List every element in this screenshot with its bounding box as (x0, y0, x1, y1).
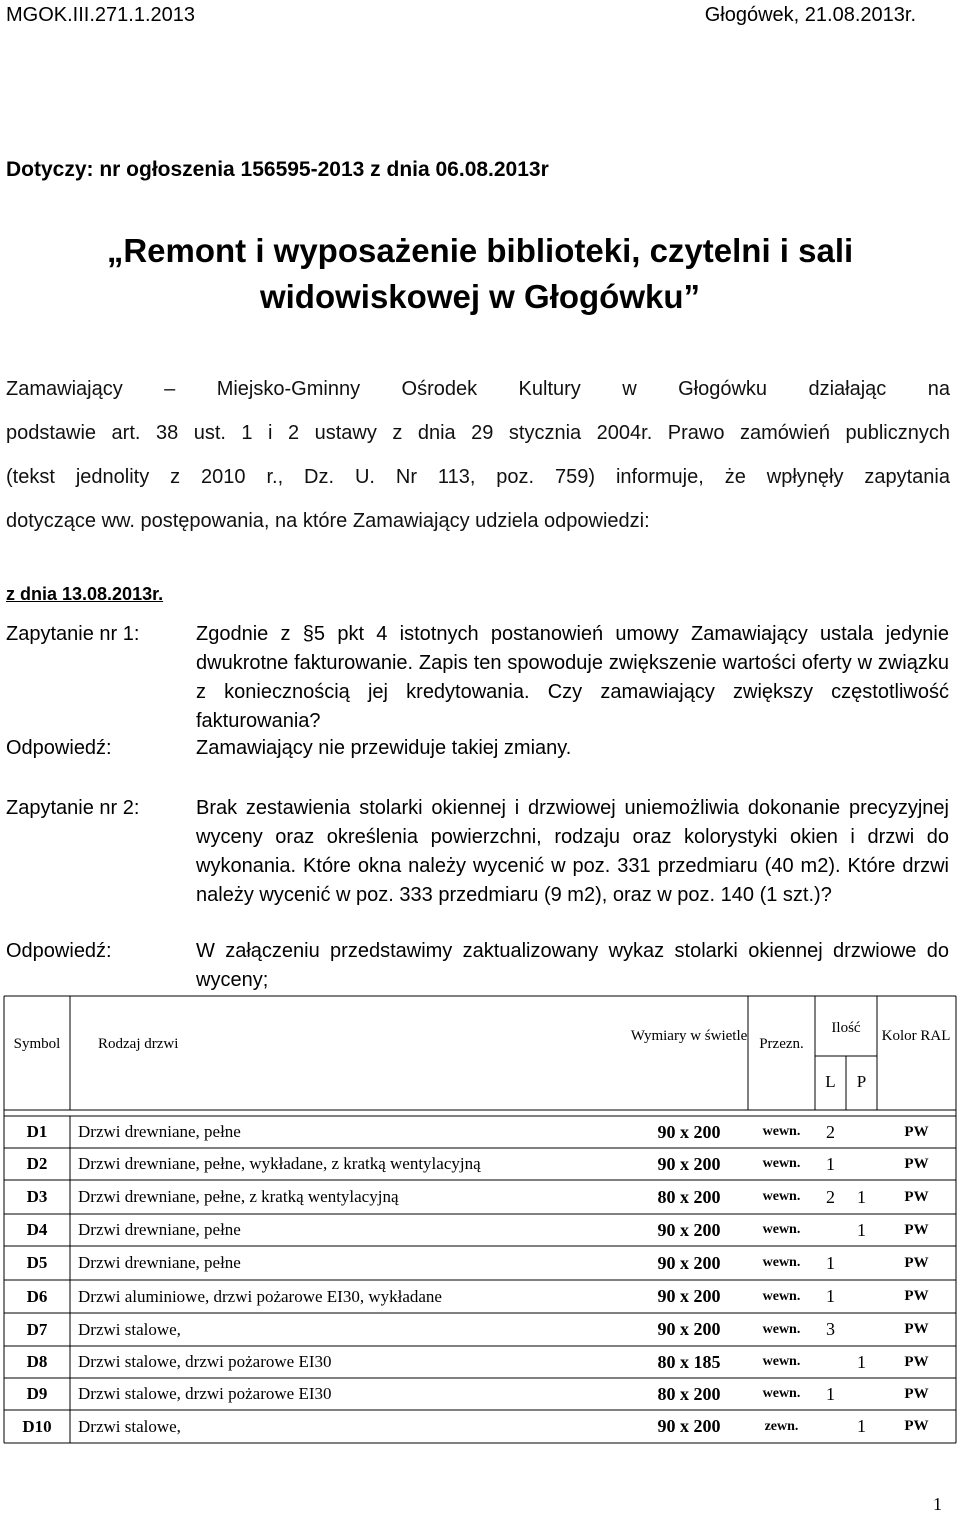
cell-symbol: D6 (26, 1287, 48, 1306)
cell-type: Drzwi drewniane, pełne (78, 1253, 241, 1272)
cell-color: PW (904, 1124, 929, 1140)
cell-dim: 90 x 200 (657, 1154, 721, 1174)
header-quantity-p: P (856, 1072, 867, 1091)
cell-purpose: wewn. (762, 1156, 801, 1171)
cell-p (846, 1378, 877, 1410)
cell-type: Drzwi stalowe, drzwi pożarowe EI30 (78, 1352, 332, 1371)
cell-purpose: zewn. (764, 1419, 799, 1434)
cell-p (846, 1148, 877, 1180)
question-1-label: Zapytanie nr 1: (6, 623, 140, 645)
subject-line: Dotyczy: nr ogłoszenia 156595-2013 z dnia 06.08.2013r (6, 158, 549, 181)
cell-p (846, 1313, 877, 1346)
cell-purpose: wewn. (762, 1289, 801, 1304)
header-dimensions: Wymiary w świetle (630, 1028, 748, 1044)
cell-symbol: D3 (26, 1187, 48, 1206)
cell-purpose: wewn. (762, 1222, 801, 1237)
cell-type: Drzwi drewniane, pełne, z kratką wentylacyjną (78, 1187, 399, 1206)
intro-line-2: podstawie art. 38 ust. 1 i 2 ustawy z dnia 29 stycznia 2004r. Prawo zamówień publicznych (6, 422, 950, 444)
header-quantity: Ilość (831, 1020, 861, 1036)
header-color-ral: Kolor RAL (881, 1028, 951, 1044)
header-symbol: Symbol (13, 1036, 61, 1052)
cell-dim: 90 x 200 (657, 1416, 721, 1436)
cell-type: Drzwi aluminiowe, drzwi pożarowe EI30, wykładane (78, 1287, 442, 1306)
cell-p (846, 1116, 877, 1148)
cell-symbol: D10 (22, 1417, 52, 1436)
cell-purpose: wewn. (762, 1386, 801, 1401)
header-purpose: Przezn. (759, 1036, 804, 1052)
cell-dim: 90 x 200 (657, 1319, 721, 1339)
cell-l: 2 (826, 1187, 835, 1207)
cell-type: Drzwi stalowe, (78, 1417, 181, 1436)
cell-p: 1 (857, 1220, 866, 1240)
cell-dim: 90 x 200 (657, 1122, 721, 1142)
cell-dim: 80 x 200 (657, 1384, 721, 1404)
header-door-type: Rodzaj drzwi (98, 1036, 179, 1052)
cell-symbol: D9 (26, 1384, 48, 1403)
cell-p (846, 1246, 877, 1280)
cell-color: PW (904, 1354, 929, 1370)
cell-purpose: wewn. (762, 1322, 801, 1337)
answer-1-text: Zamawiający nie przewiduje takiej zmiany. (196, 737, 572, 759)
answer-1-label: Odpowiedź: (6, 737, 112, 759)
cell-dim: 90 x 200 (657, 1286, 721, 1306)
cell-p (846, 1280, 877, 1313)
cell-purpose: wewn. (762, 1124, 801, 1139)
cell-p: 1 (857, 1416, 866, 1436)
cell-dim: 90 x 200 (657, 1220, 721, 1240)
cell-color: PW (904, 1418, 929, 1434)
answer-2-label: Odpowiedź: (6, 940, 112, 962)
cell-symbol: D2 (26, 1154, 48, 1173)
cell-dim: 80 x 200 (657, 1187, 721, 1207)
cell-type: Drzwi stalowe, drzwi pożarowe EI30 (78, 1384, 332, 1403)
cell-purpose: wewn. (762, 1189, 801, 1204)
intro-line-3: (tekst jednolity z 2010 r., Dz. U. Nr 113, poz. 759) informuje, że wpłynęły zapytania (6, 466, 950, 488)
answer-2-text: W załączeniu przedstawimy zaktualizowany wykaz stolarki okiennej drzwiowe do wyceny; (196, 940, 949, 991)
cell-type: Drzwi drewniane, pełne (78, 1220, 241, 1239)
answers-date: z dnia 13.08.2013r. (6, 584, 164, 604)
cell-l: 1 (826, 1384, 835, 1404)
cell-color: PW (904, 1288, 929, 1304)
cell-l: 1 (826, 1286, 835, 1306)
cell-symbol: D4 (26, 1220, 48, 1239)
title-line-1: „Remont i wyposażenie biblioteki, czytelni i sali (106, 232, 854, 269)
cell-color: PW (904, 1189, 929, 1205)
cell-dim: 90 x 200 (657, 1253, 721, 1273)
cell-type: Drzwi drewniane, pełne (78, 1122, 241, 1141)
cell-l: 1 (826, 1154, 835, 1174)
cell-l (815, 1346, 846, 1378)
cell-color: PW (904, 1386, 929, 1402)
cell-symbol: D8 (26, 1352, 48, 1371)
cell-p: 1 (857, 1187, 866, 1207)
intro-line-1: Zamawiający – Miejsko-Gminny Ośrodek Kultury w Głogówku działając na (6, 378, 950, 400)
cell-l: 3 (826, 1319, 835, 1339)
cell-l (815, 1410, 846, 1443)
place-and-date: Głogówek, 21.08.2013r. (704, 4, 916, 26)
document-reference: MGOK.III.271.1.2013 (6, 4, 195, 26)
cell-type: Drzwi drewniane, pełne, wykładane, z kratką wentylacyjną (78, 1154, 481, 1173)
cell-dim: 80 x 185 (657, 1352, 721, 1372)
cell-type: Drzwi stalowe, (78, 1320, 181, 1339)
header-quantity-l: L (825, 1072, 836, 1091)
cell-color: PW (904, 1222, 929, 1238)
cell-color: PW (904, 1255, 929, 1271)
question-1-text: Zgodnie z §5 pkt 4 istotnych postanowień umowy Zamawiający ustala jedynie dwukrotne fakturowanie. Zapis ten spowoduje zwiększenie wartości oferty w związku z koniecznością jej kredytowania. Czy zamawiający zwiększy częstotliwość fakturowania? (196, 623, 949, 732)
question-2-label: Zapytanie nr 2: (6, 797, 140, 819)
title-line-2: widowiskowej w Głogówku” (259, 278, 701, 315)
cell-l: 1 (826, 1253, 835, 1273)
cell-l (815, 1214, 846, 1246)
question-2-text: Brak zestawienia stolarki okiennej i drzwiowej uniemożliwia dokonanie precyzyjnej wyceny oraz określenia powierzchni, rodzaju oraz kolorystyki okien i drzwi do wykonania. Które okna należy wycenić w poz. 331 przedmiaru (40 m2). Które drzwi należy wycenić w poz. 333 przedmiaru (9 m2), oraz w poz. 140 (1 szt.)? (196, 797, 949, 906)
cell-p: 1 (857, 1352, 866, 1372)
page-number: 1 (933, 1494, 942, 1514)
cell-symbol: D7 (26, 1320, 48, 1339)
cell-symbol: D1 (26, 1122, 48, 1141)
cell-symbol: D5 (26, 1253, 48, 1272)
cell-color: PW (904, 1156, 929, 1172)
cell-purpose: wewn. (762, 1255, 801, 1270)
cell-l: 2 (826, 1122, 835, 1142)
intro-line-4: dotyczące ww. postępowania, na które Zamawiający udziela odpowiedzi: (6, 510, 650, 532)
cell-color: PW (904, 1321, 929, 1337)
cell-purpose: wewn. (762, 1354, 801, 1369)
